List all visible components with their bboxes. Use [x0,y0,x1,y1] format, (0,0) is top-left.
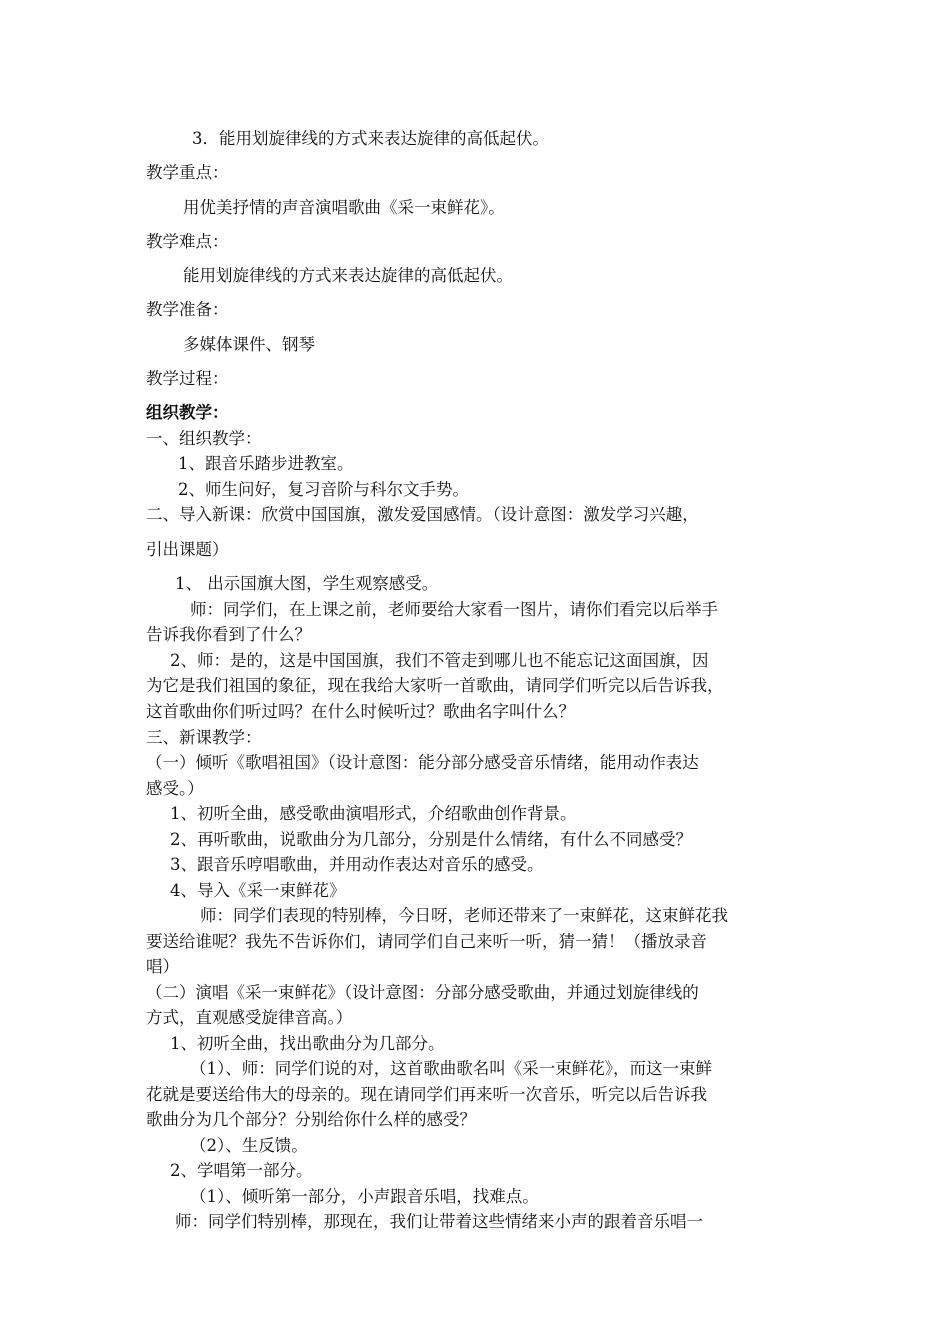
paragraph-line: 2、师生问好，复习音阶与科尔文手势。 [178,480,469,499]
objective-item-3: 3．能用划旋律线的方式来表达旋律的高低起伏。 [192,129,549,148]
paragraph-line: 要送给谁呢？我先不告诉你们，请同学们自己来听一听，猜一猜！（播放录音 [146,932,707,951]
process-subheading: 组织教学： [146,403,229,422]
paragraph-line: 这首歌曲你们听过吗？在什么时候听过？歌曲名字叫什么？ [146,702,575,721]
paragraph-line: 歌曲分为几个部分？分别给你什么样的感受？ [146,1110,476,1129]
paragraph-line: 告诉我你看到了什么？ [146,625,311,644]
paragraph-line: 感受。） [146,779,204,798]
paragraph-line: 为它是我们祖国的象征，现在我给大家听一首歌曲，请同学们听完以后告诉我， [146,676,724,695]
paragraph-line: 三、新课教学： [146,728,262,747]
difficulty-heading: 教学难点： [146,232,229,251]
paragraph-line: 3、跟音乐哼唱歌曲，并用动作表达对音乐的感受。 [170,855,544,874]
process-heading: 教学过程： [146,369,229,388]
paragraph-line: 师：同学们特别棒，那现在，我们让带着这些情绪来小声的跟着音乐唱一 [175,1212,703,1231]
paragraph-line: 1、跟音乐踏步进教室。 [178,454,354,473]
paragraph-line: （1）、倾听第一部分，小声跟音乐唱，找难点。 [190,1187,539,1206]
paragraph-line: 唱） [146,957,179,976]
paragraph-line: （二）演唱《采一束鲜花》（设计意图：分部分感受歌曲，并通过划旋律线的 [146,983,699,1002]
paragraph-line: 1、初听全曲，感受歌曲演唱形式，介绍歌曲创作背景。 [170,804,577,823]
paragraph-line: 师：同学们表现的特别棒，今日呀，老师还带来了一束鲜花，这束鲜花我 [200,906,728,925]
paragraph-line: 师：同学们，在上课之前，老师要给大家看一图片，请你们看完以后举手 [190,600,718,619]
key-point-text: 用优美抒情的声音演唱歌曲《采一束鲜花》。 [183,198,505,217]
preparation-text: 多媒体课件、钢琴 [183,335,315,354]
paragraph-line: 2、学唱第一部分。 [170,1161,313,1180]
paragraph-line: 方式，直观感受旋律音高。） [146,1008,353,1027]
difficulty-text: 能用划旋律线的方式来表达旋律的高低起伏。 [183,266,513,285]
paragraph-line: 1、 出示国旗大图，学生观察感受。 [175,574,439,593]
paragraph-line: （1）、师：同学们说的对，这首歌曲歌名叫《采一束鲜花》，而这一束鲜 [190,1059,712,1078]
paragraph-line: 1、初听全曲，找出歌曲分为几部分。 [170,1034,445,1053]
paragraph-line: 花就是要送给伟大的母亲的。现在请同学们再来听一次音乐，听完以后告诉我 [146,1085,707,1104]
key-point-heading: 教学重点： [146,163,229,182]
preparation-heading: 教学准备： [146,300,229,319]
paragraph-line: 2、师：是的，这是中国国旗，我们不管走到哪儿也不能忘记这面国旗，因 [170,651,709,670]
paragraph-line: 4、导入《采一束鲜花》 [170,881,346,900]
paragraph-line: （2）、生反馈。 [190,1136,308,1155]
paragraph-line: 2、再听歌曲，说歌曲分为几部分，分别是什么情绪，有什么不同感受？ [170,830,692,849]
paragraph-line: 引出课题） [146,540,229,559]
paragraph-line: 二、导入新课：欣赏中国国旗，激发爱国感情。（设计意图：激发学习兴趣， [146,505,699,524]
paragraph-line: 一、组织教学： [146,429,262,448]
paragraph-line: （一）倾听《歌唱祖国》（设计意图：能分部分感受音乐情绪，能用动作表达 [146,753,699,772]
